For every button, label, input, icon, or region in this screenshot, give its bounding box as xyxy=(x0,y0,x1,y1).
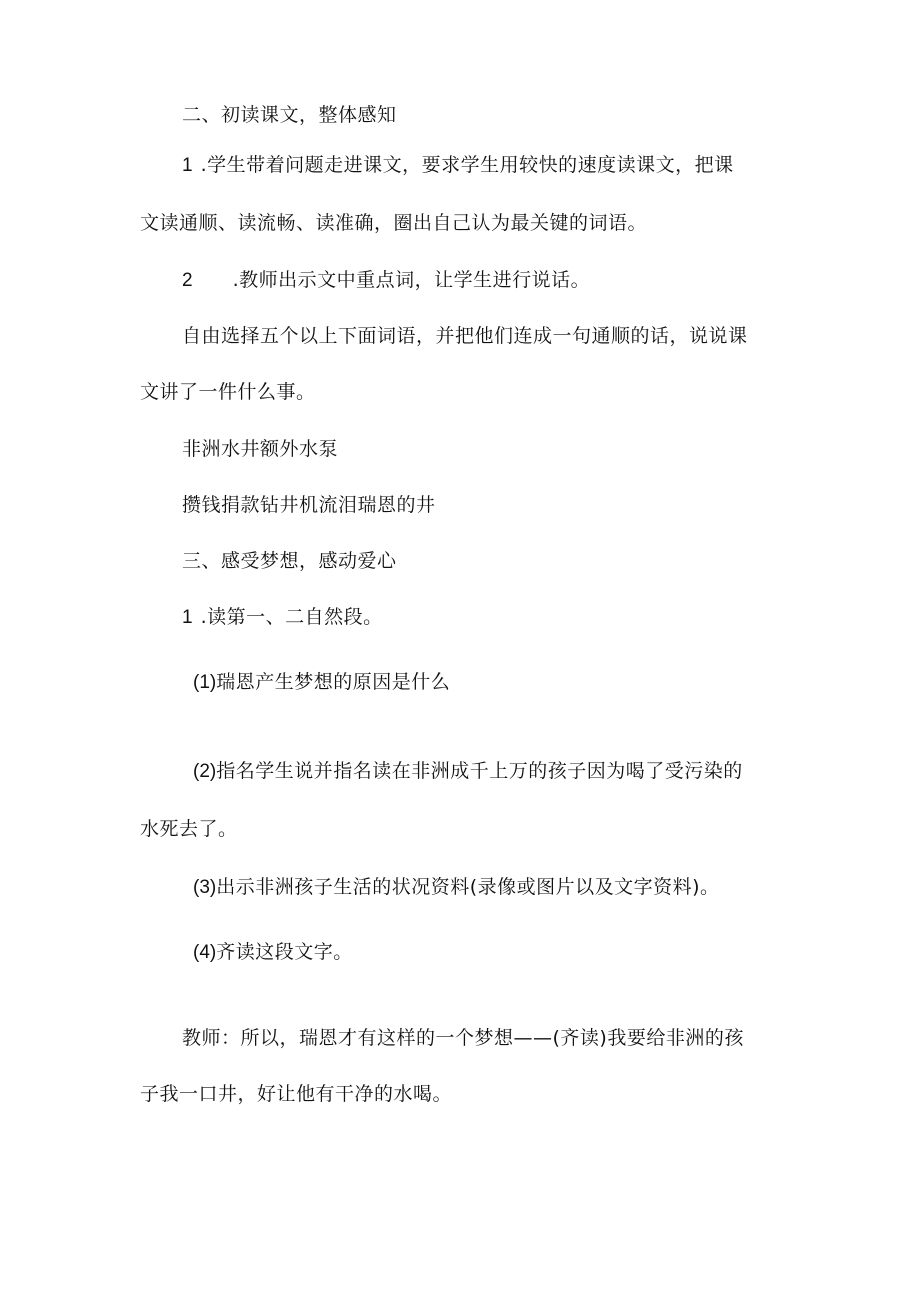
item-1-line-1 xyxy=(182,153,734,178)
question-4-number: (4) xyxy=(193,942,217,963)
question-2-number: (2) xyxy=(193,761,217,782)
word-list-1: 非洲水井额外水泵 xyxy=(182,438,339,460)
item-2-text: .教师出示文中重点词，让学生进行说话。 xyxy=(232,269,591,291)
question-1-number: (1) xyxy=(193,672,217,693)
free-choice-line-2: 文讲了一件什么事。 xyxy=(140,381,316,403)
teacher-line-2: 子我一口井，好让他有干净的水喝。 xyxy=(140,1083,453,1105)
item-1-text-a: .学生带着问题走进课文，要求学生用较快的速度读课文，把课 xyxy=(200,154,734,176)
read-item-text: .读第一、二自然段。 xyxy=(200,606,383,628)
question-3-number: (3) xyxy=(193,877,217,898)
question-4-line xyxy=(193,940,353,965)
question-2-line-2: 水死去了。 xyxy=(140,818,238,840)
item-1-number: 1 xyxy=(182,155,193,176)
item-2-number: 2 xyxy=(182,270,193,291)
read-item-number: 1 xyxy=(182,607,193,628)
question-1-text: 瑞恩产生梦想的原因是什么 xyxy=(216,671,451,693)
free-choice-line-1: 自由选择五个以上下面词语，并把他们连成一句通顺的话，说说课 xyxy=(182,325,748,347)
question-3-line xyxy=(193,875,720,900)
read-item-line xyxy=(182,605,383,630)
question-3-text: 出示非洲孩子生活的状况资料(录像或图片以及文字资料)。 xyxy=(216,876,720,898)
question-4-text: 齐读这段文字。 xyxy=(216,941,353,963)
teacher-line-1: 教师：所以，瑞恩才有这样的一个梦想——(齐读)我要给非洲的孩 xyxy=(182,1027,744,1049)
item-2-line xyxy=(182,268,590,293)
question-1-line xyxy=(193,670,450,695)
item-1-line-2: 文读通顺、读流畅、读准确，圈出自己认为最关键的词语。 xyxy=(140,212,648,234)
question-2-line-1 xyxy=(193,759,743,784)
question-2-text-a: 指名学生说并指名读在非洲成千上万的孩子因为喝了受污染的 xyxy=(216,760,743,782)
section-3-heading: 三、感受梦想，感动爱心 xyxy=(182,550,397,572)
word-list-2: 攒钱捐款钻井机流泪瑞恩的井 xyxy=(182,494,436,516)
section-2-heading: 二、初读课文，整体感知 xyxy=(182,104,397,126)
